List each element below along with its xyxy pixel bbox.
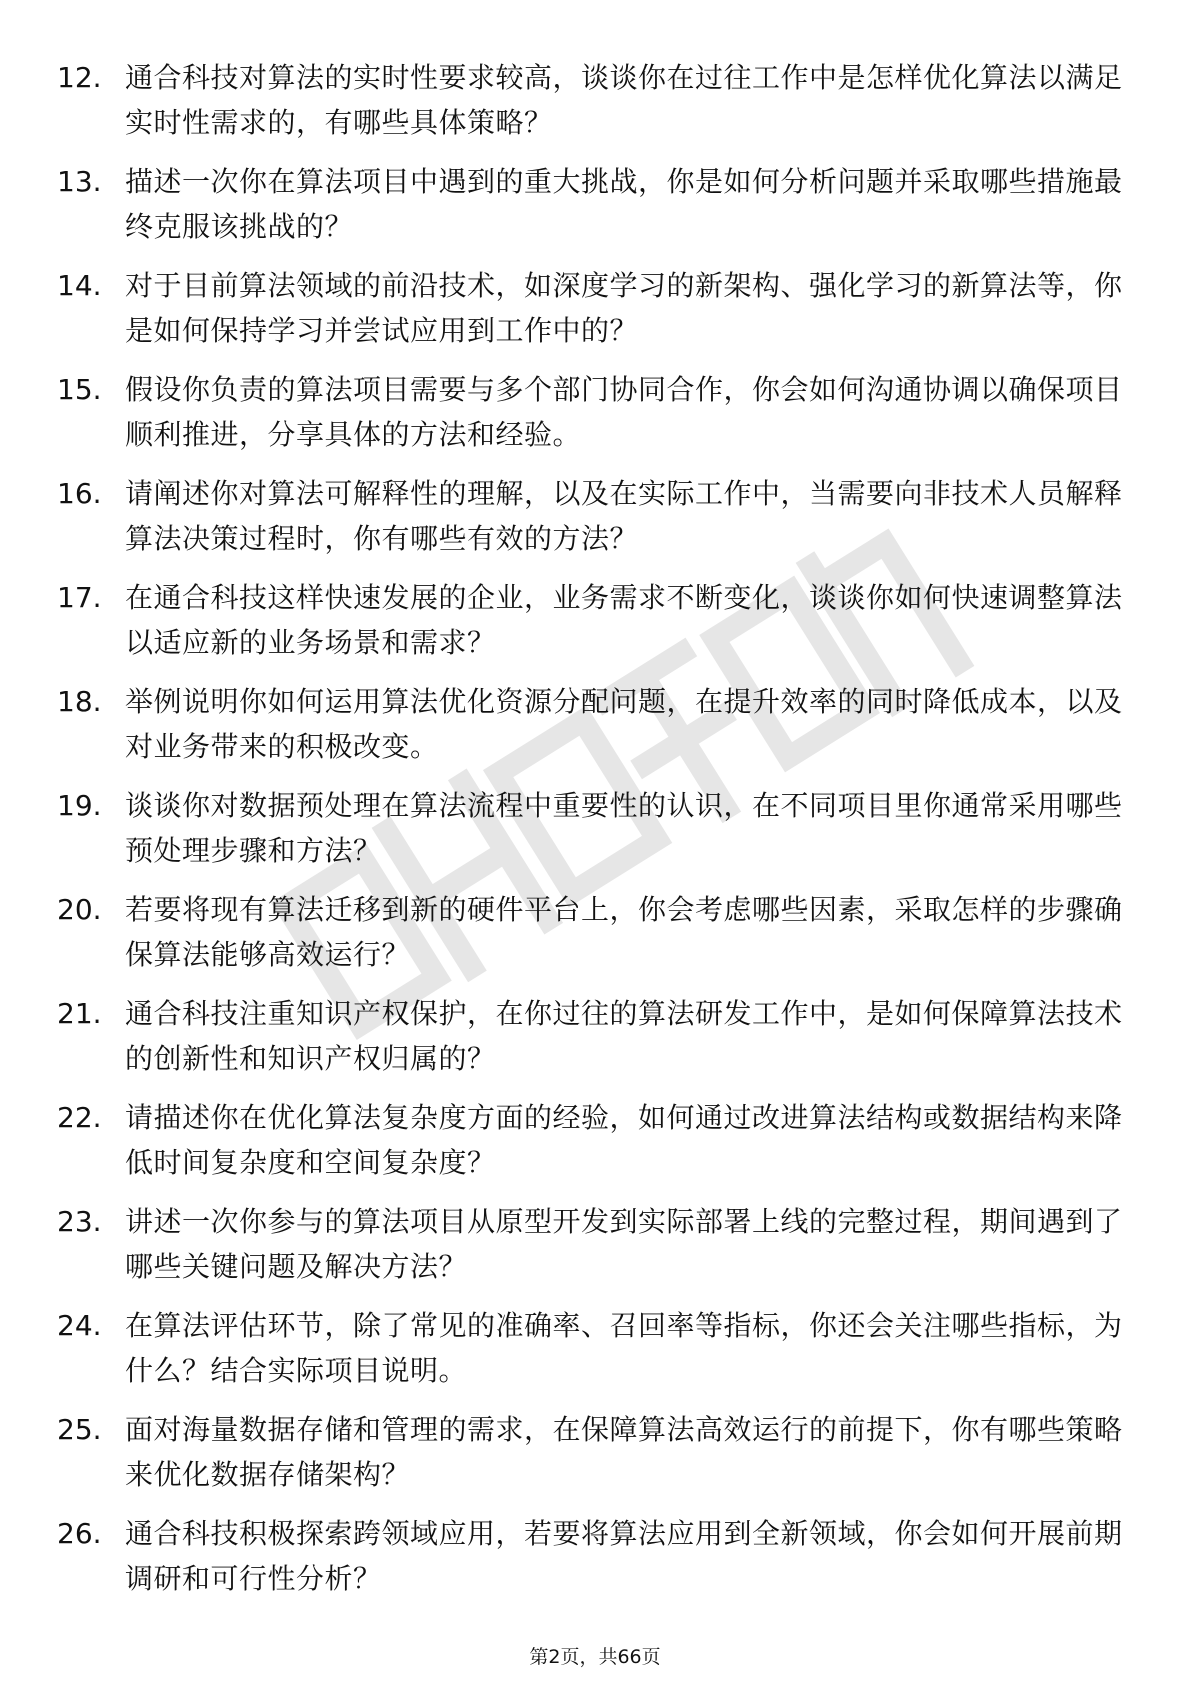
question-number: 13.	[57, 165, 102, 198]
question-number: 18.	[57, 685, 102, 718]
question-text: 讲述一次你参与的算法项目从原型开发到实际部署上线的完整过程，期间遇到了哪些关键问题及解决方法？	[125, 1205, 1123, 1283]
question-number: 17.	[57, 581, 102, 614]
question-text: 假设你负责的算法项目需要与多个部门协同合作，你会如何沟通协调以确保项目顺利推进，分享具体的方法和经验。	[125, 373, 1123, 451]
list-item	[0, 1199, 1190, 1303]
question-text: 谈谈你对数据预处理在算法流程中重要性的认识，在不同项目里你通常采用哪些预处理步骤和方法？	[125, 789, 1123, 867]
list-item	[0, 1095, 1190, 1199]
list-item	[0, 159, 1190, 263]
question-number: 25.	[57, 1413, 102, 1446]
question-number: 21.	[57, 997, 102, 1030]
question-number: 23.	[57, 1205, 102, 1238]
question-text: 描述一次你在算法项目中遇到的重大挑战，你是如何分析问题并采取哪些措施最终克服该挑战的？	[125, 165, 1123, 243]
question-text: 通合科技注重知识产权保护，在你过往的算法研发工作中，是如何保障算法技术的创新性和知识产权归属的？	[125, 997, 1123, 1075]
question-number: 24.	[57, 1309, 102, 1342]
question-number: 26.	[57, 1517, 102, 1550]
question-text: 在算法评估环节，除了常见的准确率、召回率等指标，你还会关注哪些指标，为什么？结合实际项目说明。	[125, 1309, 1123, 1387]
question-text: 请描述你在优化算法复杂度方面的经验，如何通过改进算法结构或数据结构来降低时间复杂度和空间复杂度？	[125, 1101, 1123, 1179]
question-number: 19.	[57, 789, 102, 822]
list-item	[0, 679, 1190, 783]
question-text: 在通合科技这样快速发展的企业，业务需求不断变化，谈谈你如何快速调整算法以适应新的业务场景和需求？	[125, 581, 1123, 659]
question-number: 20.	[57, 893, 102, 926]
question-number: 12.	[57, 61, 102, 94]
question-number: 16.	[57, 477, 102, 510]
question-text: 请阐述你对算法可解释性的理解，以及在实际工作中，当需要向非技术人员解释算法决策过程时，你有哪些有效的方法？	[125, 477, 1123, 555]
question-text: 若要将现有算法迁移到新的硬件平台上，你会考虑哪些因素，采取怎样的步骤确保算法能够高效运行？	[125, 893, 1123, 971]
list-item	[0, 783, 1190, 887]
list-item	[0, 1303, 1190, 1407]
question-number: 14.	[57, 269, 102, 302]
list-item	[0, 575, 1190, 679]
list-item	[0, 887, 1190, 991]
list-item	[0, 263, 1190, 367]
question-list	[0, 55, 1190, 1615]
question-number: 22.	[57, 1101, 102, 1134]
question-text: 对于目前算法领域的前沿技术，如深度学习的新架构、强化学习的新算法等，你是如何保持学习并尝试应用到工作中的？	[125, 269, 1123, 347]
question-text: 面对海量数据存储和管理的需求，在保障算法高效运行的前提下，你有哪些策略来优化数据存储架构？	[125, 1413, 1123, 1491]
question-text: 举例说明你如何运用算法优化资源分配问题，在提升效率的同时降低成本，以及对业务带来的积极改变。	[125, 685, 1123, 763]
page-footer: 第2页，共66页	[529, 1646, 661, 1668]
list-item	[0, 471, 1190, 575]
list-item	[0, 991, 1190, 1095]
list-item	[0, 1407, 1190, 1511]
question-text: 通合科技对算法的实时性要求较高，谈谈你在过往工作中是怎样优化算法以满足实时性需求的，有哪些具体策略？	[125, 61, 1123, 139]
question-text: 通合科技积极探索跨领域应用，若要将算法应用到全新领域，你会如何开展前期调研和可行性分析？	[125, 1517, 1123, 1595]
list-item	[0, 55, 1190, 159]
list-item	[0, 1511, 1190, 1615]
question-number: 15.	[57, 373, 102, 406]
list-item	[0, 367, 1190, 471]
